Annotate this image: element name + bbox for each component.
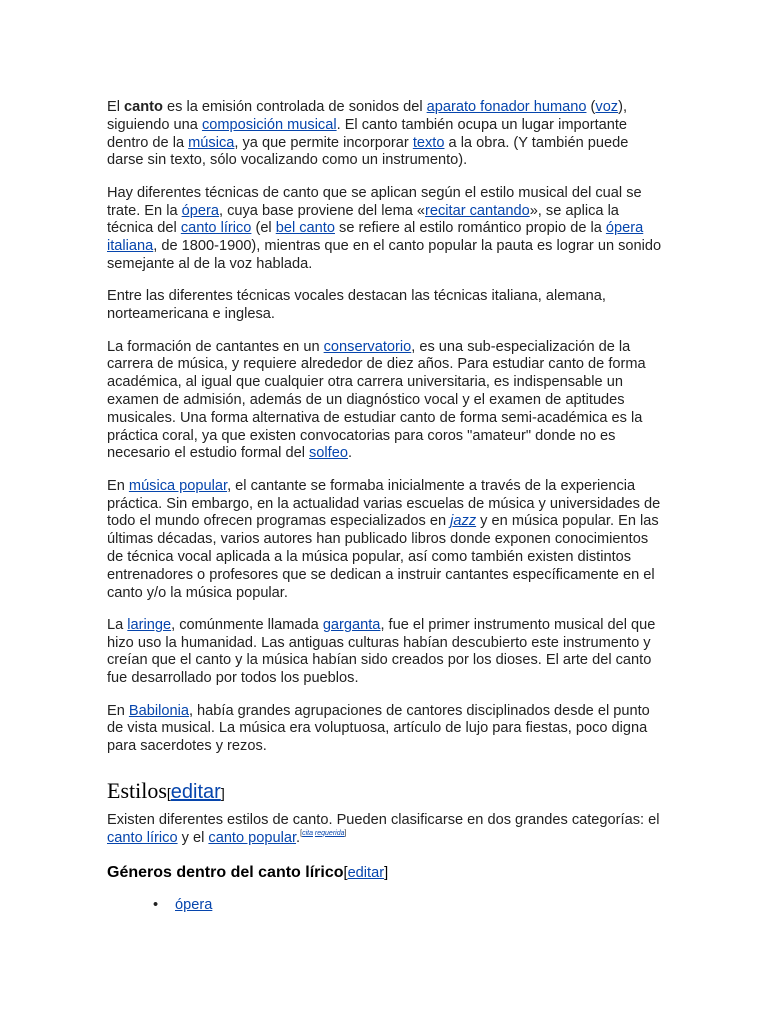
heading-text: Estilos [107, 778, 167, 804]
genre-list [107, 897, 667, 915]
link-solfeo[interactable]: solfeo [309, 445, 348, 462]
link-canto-popular[interactable]: canto popular [208, 829, 297, 846]
edit-section-link-wrapper [344, 865, 389, 881]
text: , es una sub-especialización de la carrera de música, y requiere alrededor de diez años. Para estudiar canto de forma académica, al igual que cualquier otra carrera universitaria, es indispensable un examen de admisión, además de un diagnóstico vocal y el examen de aptitudes musicales. Una forma alternativa de estudiar canto de forma semi-académica es la práctica coral, ya que existen convocatorias para coros "amateur" donde no es necesario el estudio formal del [107, 338, 646, 462]
link-musica-popular[interactable]: música popular [128, 477, 228, 494]
list-item [153, 896, 667, 915]
link-jazz[interactable]: jazz [450, 513, 477, 530]
link-garganta[interactable]: garganta [322, 616, 381, 633]
link-requerida[interactable]: requerida [314, 829, 345, 837]
link-opera[interactable]: ópera [181, 202, 219, 219]
text: , fue el primer instrumento musical del que hizo uso la humanidad. Las antiguas culturas habían descubierto este instrumento y creían que el canto y la música habían sido creados por los dioses. El arte del canto fue desarrollado por todos los pueblos. [107, 616, 656, 687]
text: », se aplica la técnica del [107, 202, 619, 237]
edit-section-estilos-link[interactable]: editar [170, 781, 221, 804]
paragraph-larynx [107, 617, 667, 688]
text: y en música popular. En las últimas décadas, varios autores han publicado libros donde exponen conocimientos de técnica vocal aplicada a la música popular, así como también existen distintos entrenadores o profesores que se dedican a instruir cantantes específicamente en el canto y/o la música popular. [107, 513, 659, 601]
text: El [107, 99, 125, 115]
text: La formación de cantantes en un [107, 338, 324, 355]
text: (el [251, 220, 276, 237]
text: ), siguiendo una [107, 99, 628, 133]
bracket: ] [384, 864, 389, 881]
link-voz[interactable]: voz [595, 99, 619, 115]
bracket: [ [300, 829, 303, 837]
bracket: ] [220, 785, 225, 802]
text: y el [177, 829, 209, 846]
link-conservatorio[interactable]: conservatorio [323, 338, 412, 355]
bold-term: canto [124, 99, 163, 115]
bullet-icon: • [153, 896, 159, 913]
text: . [296, 829, 301, 846]
paragraph-vocal-techniques [107, 288, 667, 324]
link-canto-lirico[interactable]: canto lírico [180, 220, 252, 237]
link-cita[interactable]: cita [302, 829, 313, 837]
bracket: ] [344, 829, 347, 837]
link-composicion-musical[interactable]: composición musical [201, 116, 337, 133]
paragraph-styles [107, 812, 667, 848]
text: se refiere al estilo romántico propio de la [334, 220, 606, 237]
paragraph-babylon [107, 703, 667, 756]
text: , el cantante se formaba inicialmente a través de la experiencia práctica. Sin embargo, en la actualidad varias escuelas de música y universidades de todo el mundo ofrecen programas especializados en [107, 477, 661, 530]
heading-text: Géneros dentro del canto lírico [107, 863, 344, 881]
citation-needed [300, 830, 346, 837]
link-opera-italiana[interactable]: ópera italiana [107, 220, 644, 255]
text: Hay diferentes técnicas de canto que se aplican según el estilo musical del cual se trate. En la [107, 184, 642, 219]
link-babilonia[interactable]: Babilonia [128, 702, 189, 719]
paragraph-definition [107, 99, 667, 170]
text: , ya que permite incorporar [234, 134, 413, 151]
section-heading-generos [107, 863, 667, 883]
section-heading-estilos [107, 778, 667, 806]
edit-section-link-wrapper [166, 781, 225, 804]
paragraph-techniques [107, 185, 667, 274]
link-bel-canto[interactable]: bel canto [275, 220, 335, 237]
text: , comúnmente llamada [171, 616, 323, 633]
text: Existen diferentes estilos de canto. Pueden clasificarse en dos grandes categorías: el [107, 812, 660, 829]
text: ( [586, 99, 596, 115]
text: es la emisión controlada de sonidos del [162, 99, 427, 115]
bracket: [ [166, 785, 171, 802]
link-opera-list[interactable]: ópera [175, 896, 213, 913]
text: Entre las diferentes técnicas vocales destacan las técnicas italiana, alemana, norteamericana e inglesa. [107, 288, 606, 323]
link-texto[interactable]: texto [412, 134, 445, 151]
link-musica[interactable]: música [188, 134, 235, 151]
link-recitar-cantando[interactable]: recitar cantando [425, 202, 530, 219]
link-laringe[interactable]: laringe [127, 616, 172, 633]
text: En [107, 702, 129, 719]
paragraph-popular-music [107, 478, 667, 603]
text: La [107, 616, 128, 633]
text: , cuya base proviene del lema « [218, 202, 426, 219]
link-canto-lirico-2[interactable]: canto lírico [107, 829, 178, 846]
paragraph-training [107, 339, 667, 464]
edit-section-generos-link[interactable]: editar [347, 864, 385, 881]
bracket: [ [343, 864, 348, 881]
text: . [347, 445, 353, 462]
text: , había grandes agrupaciones de cantores disciplinados desde el punto de vista musical. La música era voluptuosa, artículo de lujo para fiestas, poco digna para sacerdotes y rezos. [107, 702, 650, 755]
text: . El canto también ocupa un lugar importante dentro de la [107, 116, 628, 151]
text: a la obra. (Y también puede darse sin texto, sólo vocalizando como un instrumento). [107, 134, 629, 169]
text: , de 1800-1900), mientras que en el canto popular la pauta es lograr un sonido semejante al de la voz hablada. [107, 238, 662, 272]
article-body [107, 99, 667, 914]
text: En [107, 477, 129, 494]
link-aparato-fonador[interactable]: aparato fonador humano [426, 99, 587, 115]
